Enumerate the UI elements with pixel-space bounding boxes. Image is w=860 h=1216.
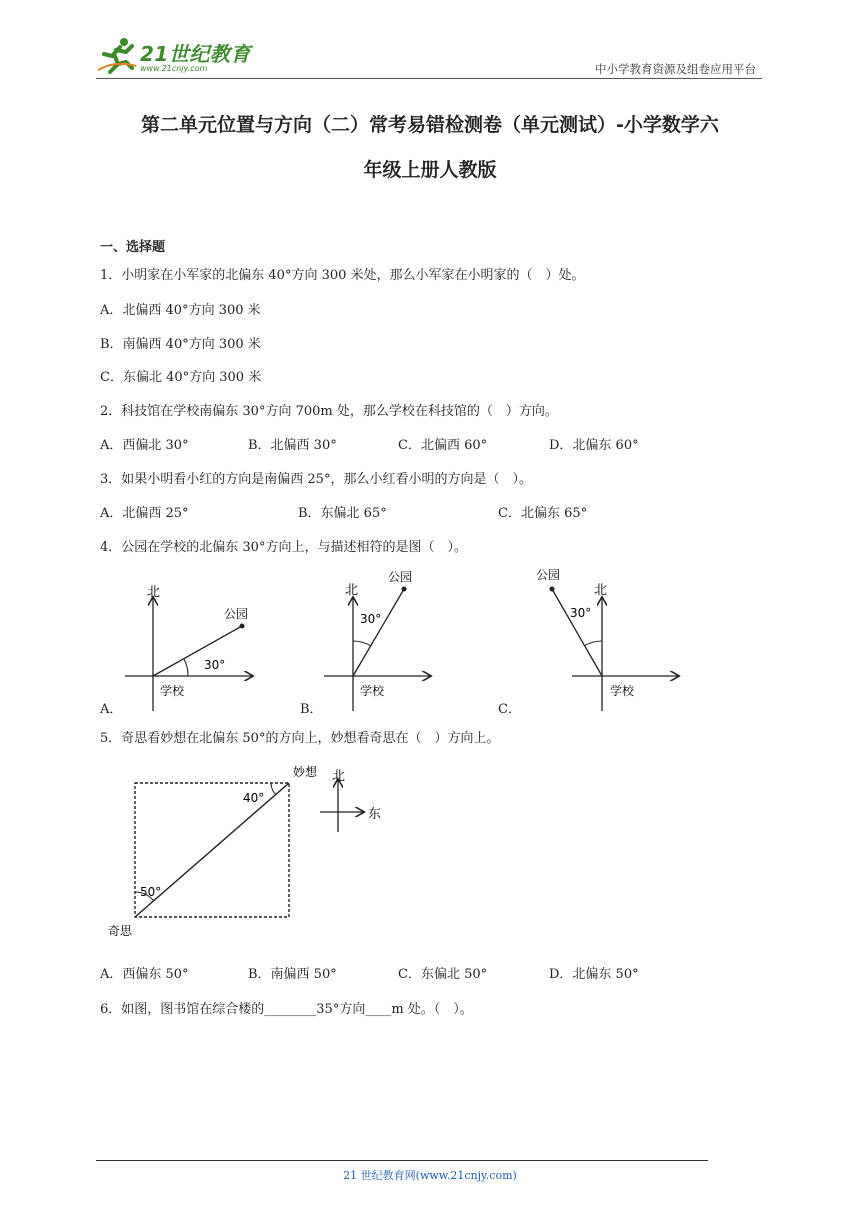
question-4-option-a[interactable]: A． — [100, 702, 123, 717]
question-3-option-a[interactable]: A．北偏西 25° — [100, 506, 189, 521]
park-ray — [353, 589, 404, 676]
school-label: 学校 — [160, 684, 185, 698]
school-label: 学校 — [360, 684, 385, 698]
question-5-option-c[interactable]: C．东偏北 50° — [398, 967, 488, 982]
park-ray — [153, 626, 242, 676]
question-4-option-c[interactable]: C． — [498, 702, 521, 717]
park-label: 公园 — [536, 568, 561, 582]
park-ray — [552, 589, 602, 676]
angle-arc — [584, 641, 602, 646]
qisi-label: 奇思 — [108, 924, 133, 938]
question-5-stem: 5．奇思看妙想在北偏东 50°的方向上，妙想看奇思在（ ）方向上。 — [100, 731, 500, 746]
question-2-option-a[interactable]: A．西偏北 30° — [100, 438, 189, 453]
figure-4b — [318, 564, 438, 716]
question-3-option-b[interactable]: B．东偏北 65° — [298, 506, 387, 521]
question-5-option-b[interactable]: B．南偏西 50° — [248, 967, 337, 982]
figure-5 — [100, 758, 400, 946]
question-3-stem: 3．如果小明看小红的方向是南偏西 25°，那么小红看小明的方向是（ ）。 — [100, 472, 532, 487]
footer-link[interactable]: 21 世纪教育网(www.21cnjy.com) — [343, 1169, 517, 1182]
park-point — [402, 587, 407, 592]
question-3-option-c[interactable]: C．北偏东 65° — [498, 506, 588, 521]
angle-top-label: 40° — [243, 791, 265, 805]
miaoxiang-label: 妙想 — [293, 765, 318, 779]
question-1-stem: 1．小明家在小军家的北偏东 40°方向 300 米处，那么小军家在小明家的（ ）处。 — [100, 268, 585, 283]
school-label: 学校 — [610, 684, 635, 698]
header-divider — [96, 78, 762, 79]
question-1-option-a[interactable]: A．北偏西 40°方向 300 米 — [100, 303, 261, 318]
question-4-stem: 4．公园在学校的北偏东 30°方向上，与描述相符的是图（ ）。 — [100, 540, 467, 555]
angle-arc — [353, 641, 371, 646]
logo-url: www.21cnjy.com — [140, 64, 208, 73]
runner-icon — [96, 36, 140, 76]
question-6-stem: 6．如图，图书馆在综合楼的________35°方向____m 处。（ ）。 — [100, 1002, 473, 1017]
angle-label: 30° — [360, 612, 382, 626]
question-1-option-b[interactable]: B．南偏西 40°方向 300 米 — [100, 337, 261, 352]
park-point — [550, 587, 555, 592]
question-2-stem: 2．科技馆在学校南偏东 30°方向 700m 处，那么学校在科技馆的（ ）方向。 — [100, 404, 558, 419]
question-2-option-b[interactable]: B．北偏西 30° — [248, 438, 337, 453]
section-title: 一、选择题 — [100, 240, 166, 255]
question-1-option-c[interactable]: C．东偏北 40°方向 300 米 — [100, 370, 262, 385]
compass-north-label: 北 — [332, 769, 346, 784]
site-logo — [96, 36, 266, 80]
logo-text: 21世纪教育 — [140, 42, 251, 66]
question-5-option-a[interactable]: A．西偏东 50° — [100, 967, 189, 982]
angle-bottom-label: 50° — [140, 885, 162, 899]
figure-4a — [120, 576, 270, 716]
question-5-option-d[interactable]: D．北偏东 50° — [549, 967, 639, 982]
platform-label: 中小学教育资源及组卷应用平台 — [595, 62, 756, 76]
angle-label: 30° — [204, 658, 226, 672]
question-4-option-b[interactable]: B． — [300, 702, 323, 717]
page-title-line1: 第二单元位置与方向（二）常考易错检测卷（单元测试）-小学数学六 — [141, 114, 719, 136]
compass-east-label: 东 — [368, 807, 382, 822]
park-label: 公园 — [388, 570, 413, 584]
figure-4c — [532, 562, 682, 716]
park-point — [240, 624, 245, 629]
question-2-option-c[interactable]: C．北偏西 60° — [398, 438, 488, 453]
park-label: 公园 — [224, 607, 249, 621]
north-label: 北 — [345, 583, 359, 598]
north-label: 北 — [147, 585, 161, 600]
footer-divider — [96, 1160, 708, 1161]
page-title-line2: 年级上册人教版 — [363, 159, 497, 181]
angle-label: 30° — [570, 606, 592, 620]
question-2-option-d[interactable]: D．北偏东 60° — [549, 438, 639, 453]
angle-arc — [184, 659, 188, 676]
north-label: 北 — [594, 583, 608, 598]
angle-arc-top — [271, 783, 276, 795]
